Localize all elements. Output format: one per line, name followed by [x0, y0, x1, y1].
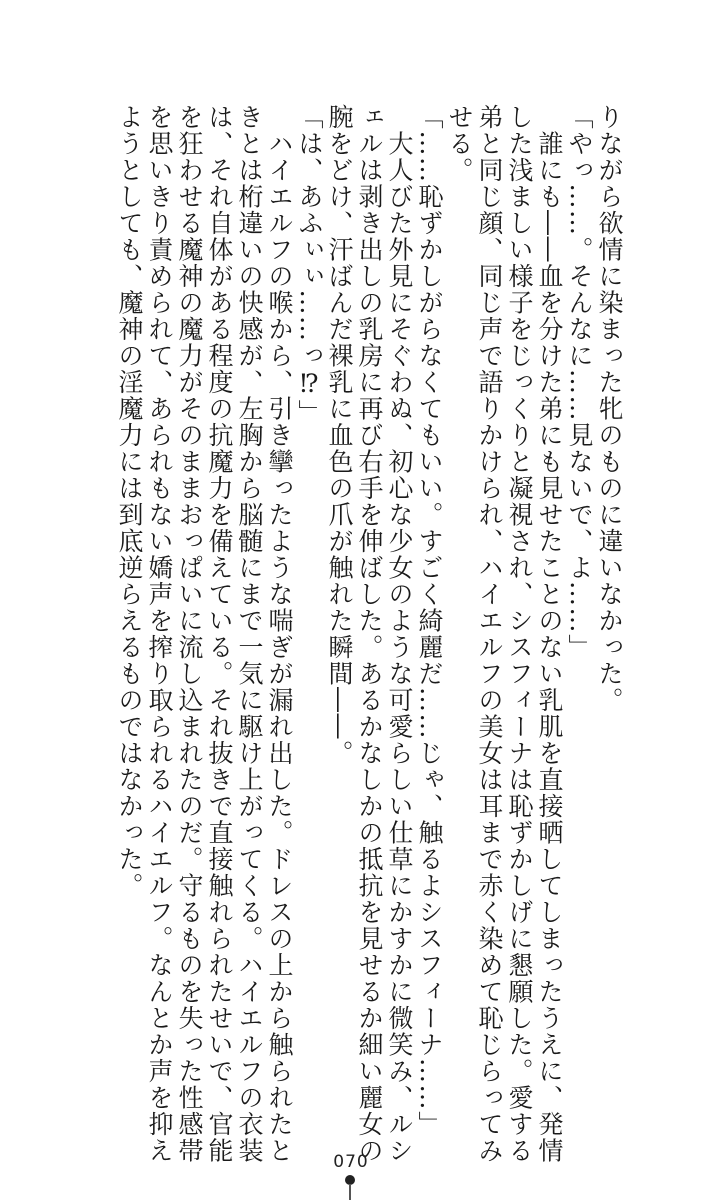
text-line: ェルは剥き出しの乳房に再び右手を伸ばした。あるかなしかの抵抗を見せるか細い麗女の [355, 104, 384, 1164]
text-line: を狂わせる魔神の魔力がそのままおっぱいに流し込まれたのだ。守るものを失った性感帯 [175, 104, 204, 1164]
text-line: きとは桁違いの快感が、左胸から脳髄にまで一気に駆け上がってくる。ハイエルフの衣装 [235, 104, 264, 1164]
text-line: ハイエルフの喉から、引き攣ったような喘ぎが漏れ出した。ドレスの上から触られたと [265, 104, 294, 1164]
dialogue-line: 「やっ……。そんなに……見ないで、よ……」 [565, 104, 594, 661]
text-line: 誰にも――血を分けた弟にも見せたことのない乳肌を直接晒してしまったうえに、発情 [535, 104, 564, 1164]
text-line: した浅ましい様子をじっくりと凝視され、シスフィーナは恥ずかしげに懇願した。愛する [505, 104, 534, 1164]
text-line: を思いきり責められて、あられもない嬌声を搾り取られるハイエルフ。なんとか声を抑え [145, 104, 174, 1164]
text-line: ようとしても、魔神の淫魔力には到底逆らえるものではなかった。 [115, 104, 144, 899]
text-line: 大人びた外見にそぐわぬ、初心な少女のような可愛らしい仕草にかすかに微笑み、ルシ [385, 104, 414, 1164]
text-line: 腕をどけ、汗ばんだ裸乳に血色の爪が触れた瞬間――。 [325, 104, 354, 767]
page-number: 070 [333, 1152, 369, 1172]
dialogue-line: 「……恥ずかしがらなくてもいい。すごく綺麗だ……じゃ、触るよシスフィーナ……」 [415, 104, 444, 1138]
text-line: せる。 [445, 104, 474, 184]
dialogue-line: 「は、あふぃぃ……っ⁉」 [295, 104, 324, 426]
text-line: は、それ自体がある程度の抗魔力を備えている。それ抜きで直接触れられたせいで、官能 [205, 104, 234, 1164]
page-marker-line [349, 1184, 351, 1200]
text-line: りながら欲情に染まった牝のものに違いなかった。 [595, 104, 624, 714]
text-line: 弟と同じ顔、同じ声で語りかけられ、ハイエルフの美女は耳まで赤く染めて恥じらってみ [475, 104, 504, 1164]
